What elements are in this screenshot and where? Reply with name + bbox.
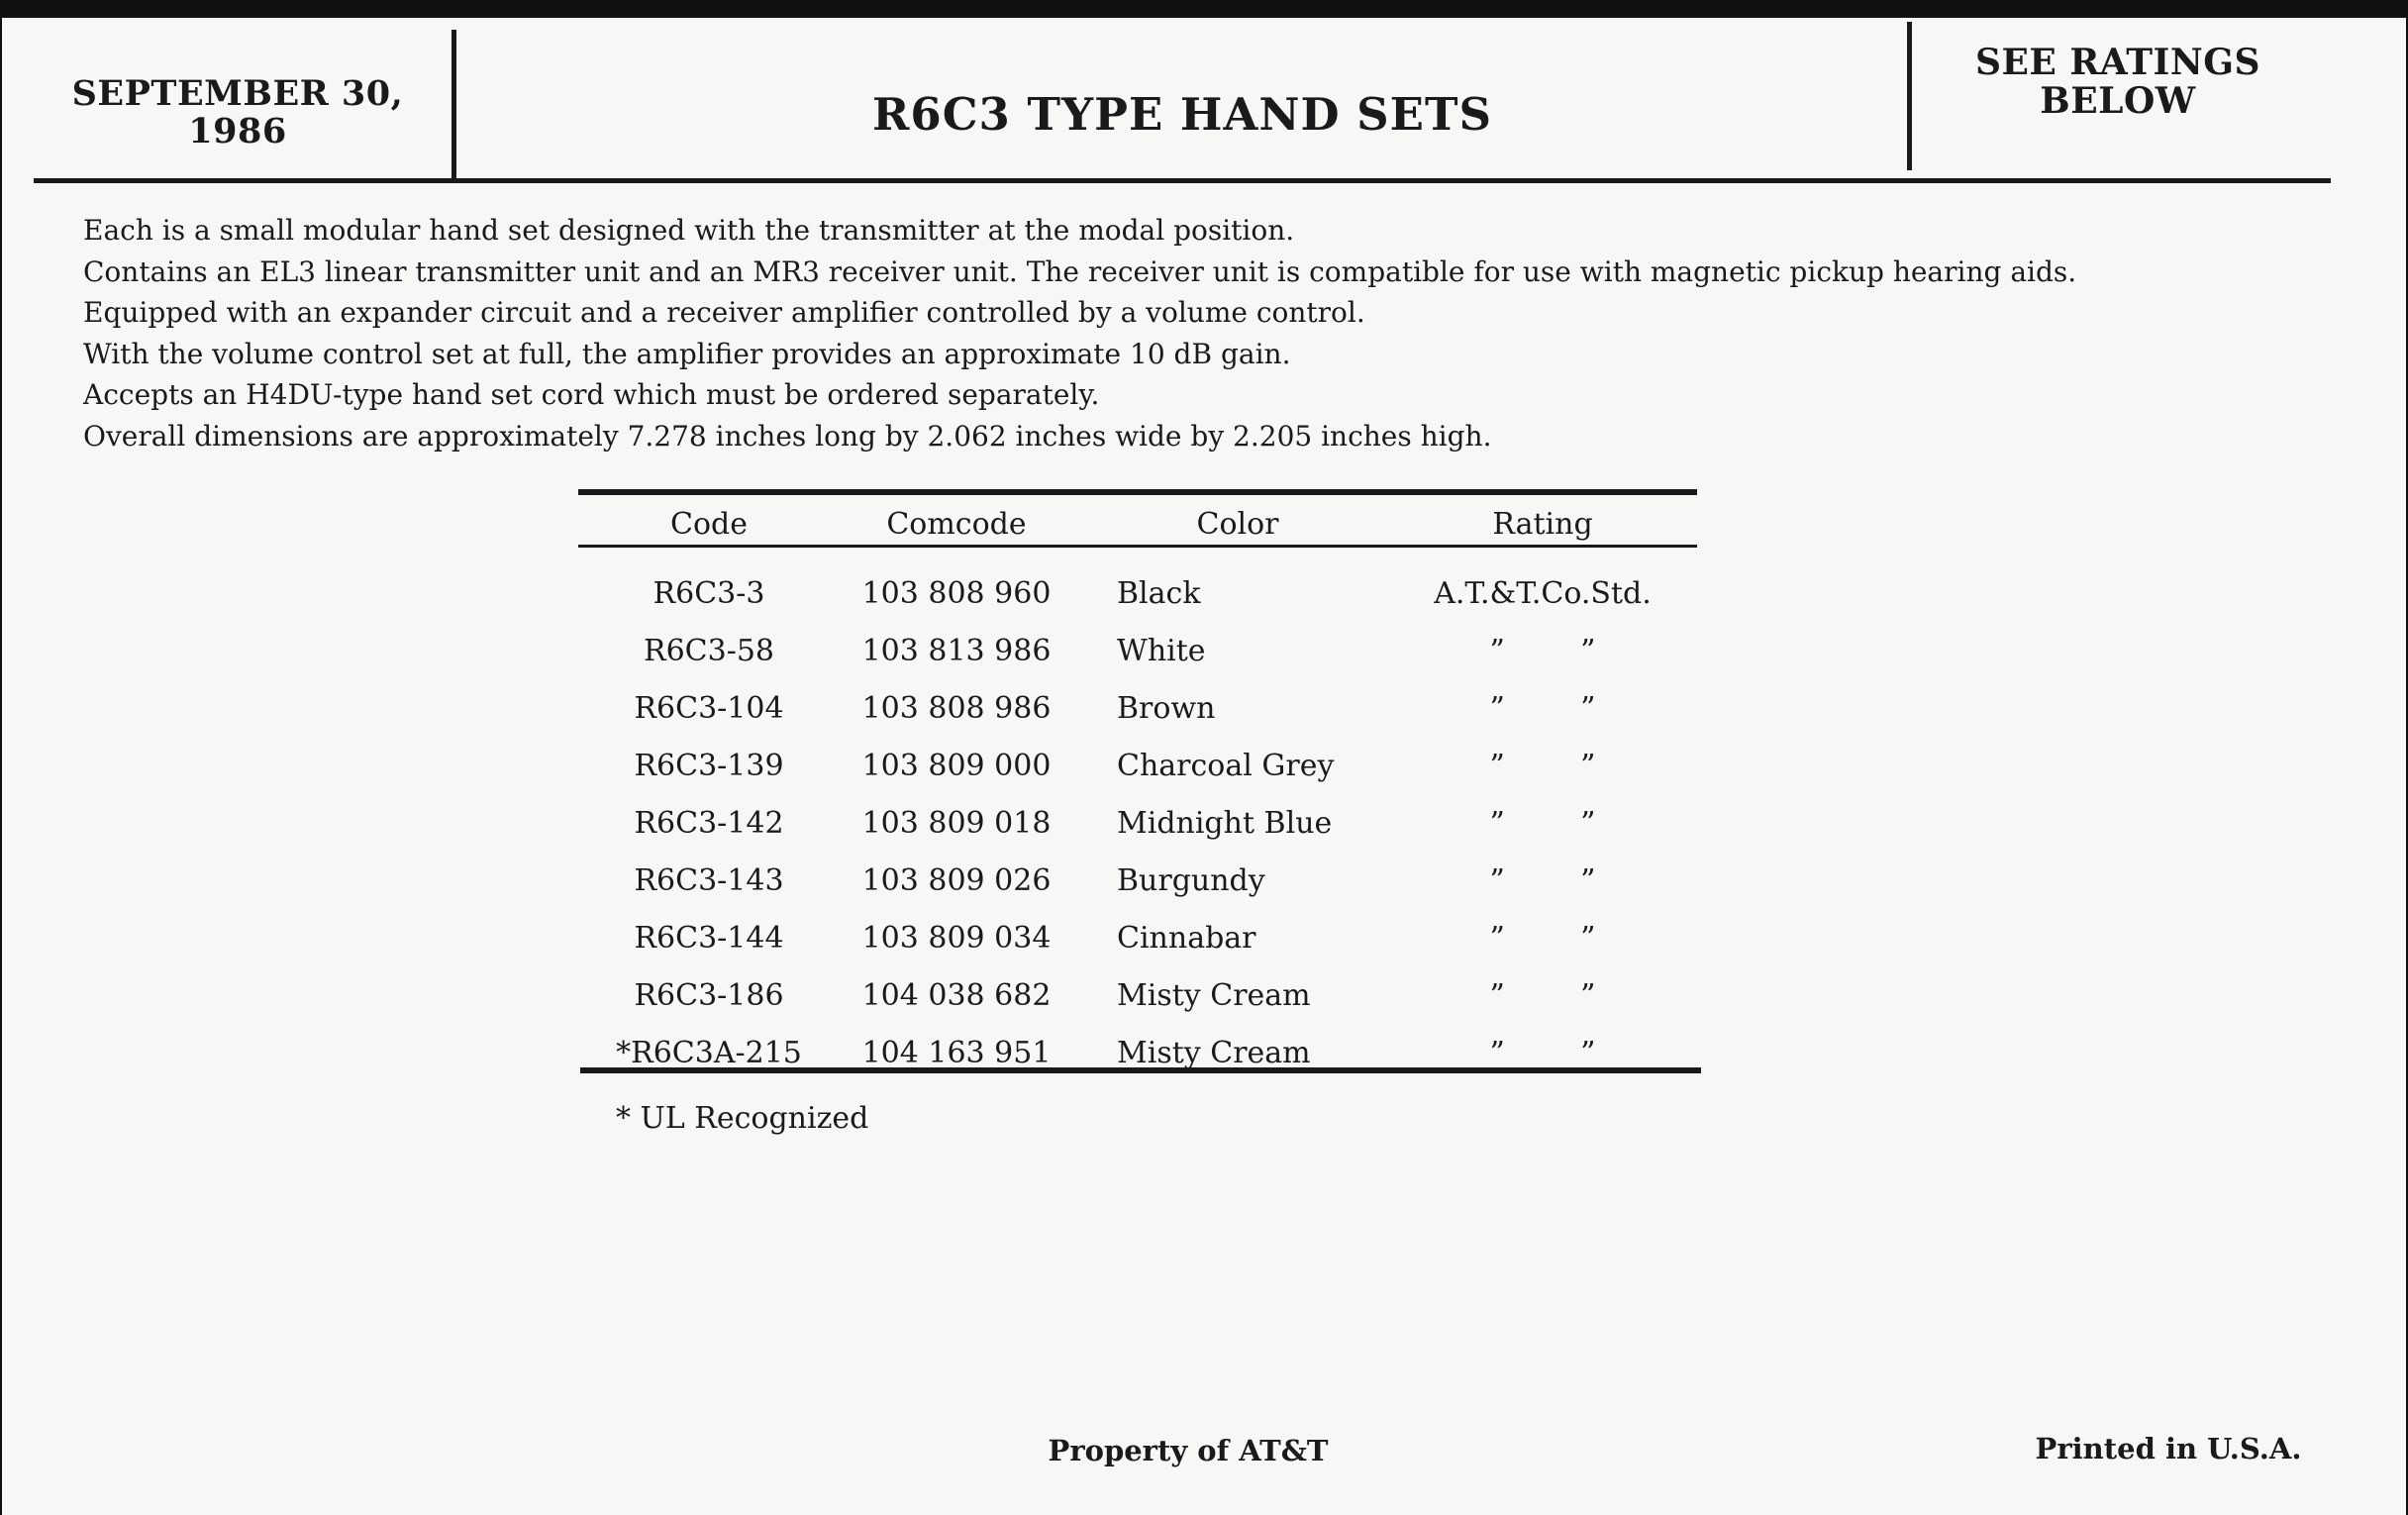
row-code: R6C3-144 xyxy=(634,921,784,956)
description-line: Accepts an H4DU-type hand set cord which must be ordered separately. xyxy=(83,378,1100,411)
row-rating: ” ” xyxy=(1489,1036,1596,1070)
row-color: Misty Cream xyxy=(1117,1036,1311,1070)
description-line: Equipped with an expander circuit and a receiver amplifier controlled by a volume control. xyxy=(83,296,1365,329)
row-code: R6C3-104 xyxy=(634,691,784,726)
row-rating: ” ” xyxy=(1489,978,1596,1013)
row-rating: ” ” xyxy=(1489,806,1596,841)
date-line-2: 1986 xyxy=(188,111,287,152)
row-rating: A.T.&T.Co.Std. xyxy=(1434,576,1652,611)
description-line: With the volume control set at full, the amplifier provides an approximate 10 dB gain. xyxy=(83,337,1291,370)
page-title: R6C3 TYPE HAND SETS xyxy=(872,88,1492,141)
description xyxy=(83,210,2311,456)
header-rule xyxy=(34,178,2331,183)
row-code: R6C3-143 xyxy=(634,863,784,898)
row-comcode: 103 809 034 xyxy=(861,921,1052,956)
row-code: R6C3-139 xyxy=(634,749,784,783)
ratings-note-line-1: SEE RATINGS xyxy=(1974,42,2261,83)
description-line: Contains an EL3 linear transmitter unit and an MR3 receiver unit. The receiver unit is compatible for use with magnetic pickup hearing aids. xyxy=(83,254,2077,288)
row-rating: ” ” xyxy=(1489,863,1596,898)
description-line: Overall dimensions are approximately 7.278 inches long by 2.062 inches wide by 2.205 inches high. xyxy=(83,419,1492,453)
row-code: R6C3-142 xyxy=(634,806,784,841)
row-comcode: 103 809 018 xyxy=(861,806,1052,841)
row-color: Cinnabar xyxy=(1117,921,1256,956)
row-color: Midnight Blue xyxy=(1117,806,1333,841)
row-comcode: 103 809 000 xyxy=(861,749,1052,783)
header-rating: Rating xyxy=(1492,507,1593,542)
footer-printed: Printed in U.S.A. xyxy=(2035,1432,2302,1465)
row-comcode: 103 808 960 xyxy=(861,576,1052,611)
header-divider-left xyxy=(452,30,456,178)
header-divider-right xyxy=(1907,22,1912,170)
header-color: Color xyxy=(1196,507,1279,542)
issue-date xyxy=(40,75,436,151)
row-comcode: 103 808 986 xyxy=(861,691,1052,726)
row-rating: ” ” xyxy=(1489,691,1596,726)
table-header-rule xyxy=(578,545,1697,548)
row-color: Misty Cream xyxy=(1117,978,1311,1013)
row-color: Charcoal Grey xyxy=(1117,749,1335,783)
row-code: R6C3-186 xyxy=(634,978,784,1013)
row-code: R6C3-58 xyxy=(643,634,775,668)
row-comcode: 103 809 026 xyxy=(861,863,1052,898)
row-code: R6C3-3 xyxy=(652,576,765,611)
footer-property: Property of AT&T xyxy=(1048,1434,1329,1467)
row-comcode: 104 038 682 xyxy=(861,978,1052,1013)
ratings-note xyxy=(1915,44,2321,121)
row-code: *R6C3A-215 xyxy=(616,1036,802,1070)
row-color: Burgundy xyxy=(1117,863,1265,898)
table-footnote: * UL Recognized xyxy=(616,1101,869,1136)
ratings-note-line-2: BELOW xyxy=(2040,80,2196,122)
header-code: Code xyxy=(670,507,748,542)
date-line-1: SEPTEMBER 30, xyxy=(71,73,404,114)
row-rating: ” ” xyxy=(1489,921,1596,956)
row-comcode: 104 163 951 xyxy=(861,1036,1052,1070)
row-color: Black xyxy=(1117,576,1201,611)
row-color: Brown xyxy=(1117,691,1216,726)
table-top-rule xyxy=(578,489,1697,495)
row-comcode: 103 813 986 xyxy=(861,634,1052,668)
row-rating: ” ” xyxy=(1489,634,1596,668)
row-rating: ” ” xyxy=(1489,749,1596,783)
header-comcode: Comcode xyxy=(886,507,1027,542)
row-color: White xyxy=(1117,634,1206,668)
description-line: Each is a small modular hand set designed with the transmitter at the modal position. xyxy=(83,214,1295,247)
